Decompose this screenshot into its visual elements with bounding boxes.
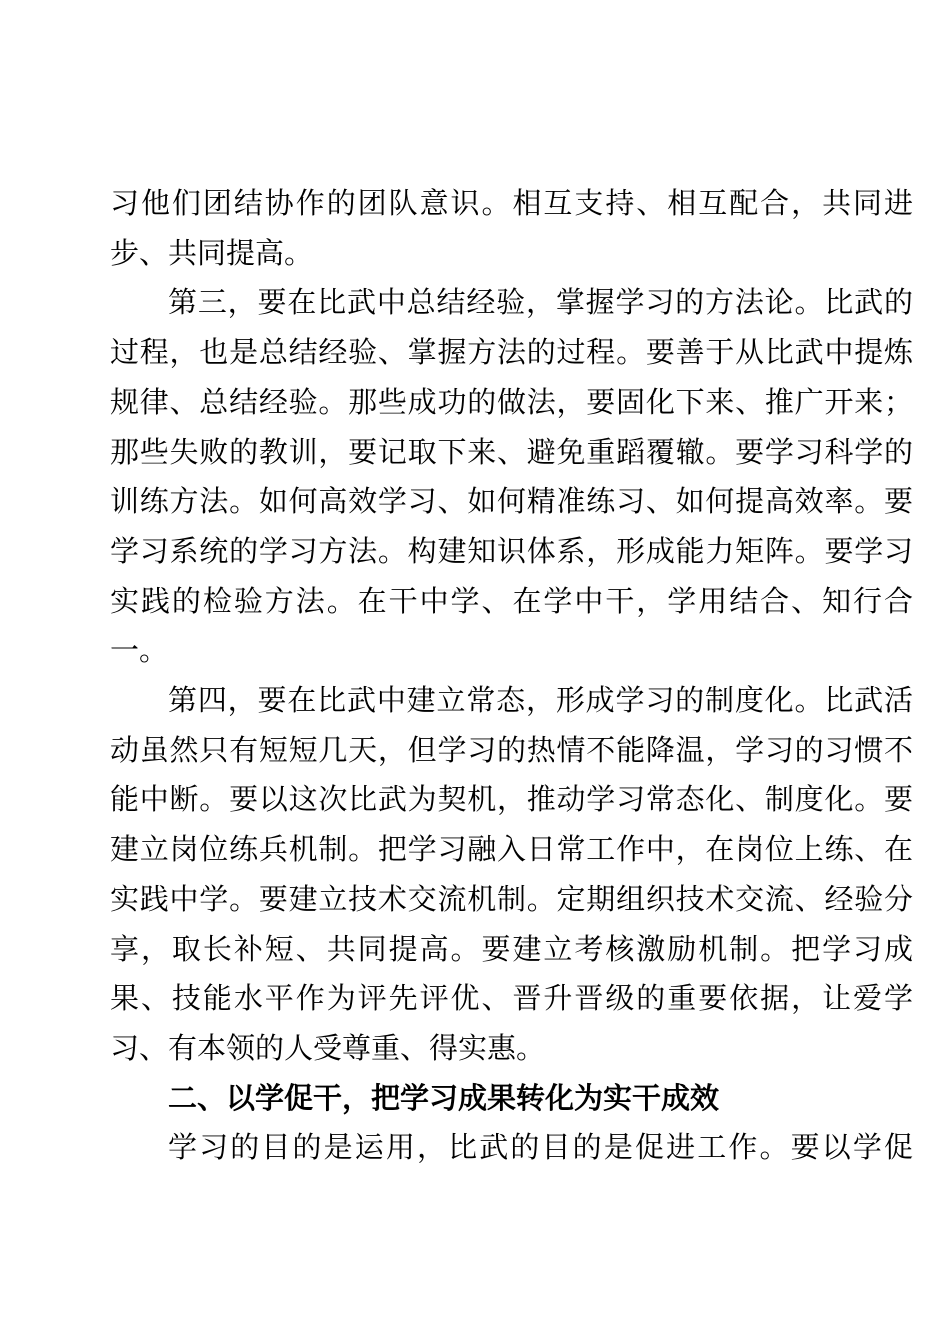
- text-line: 第三，要在比武中总结经验，掌握学习的方法论。比武的: [168, 287, 913, 320]
- document-text-block: [110, 180, 913, 1174]
- text-line: 习、有本领的人受尊重、得实惠。: [110, 1032, 546, 1065]
- text-line: 第四，要在比武中建立常态，形成学习的制度化。比武活: [168, 685, 913, 718]
- text-line: 实践中学。要建立技术交流机制。定期组织技术交流、经验分: [110, 883, 913, 916]
- text-line: 学习系统的学习方法。构建知识体系，形成能力矩阵。要学习: [110, 535, 913, 568]
- text-line: 那些失败的教训，要记取下来、避免重蹈覆辙。要学习科学的: [110, 436, 913, 469]
- text-line: 动虽然只有短短几天，但学习的热情不能降温，学习的习惯不: [110, 734, 913, 767]
- text-line: 步、共同提高。: [110, 237, 314, 270]
- text-line: 训练方法。如何高效学习、如何精准练习、如何提高效率。要: [110, 486, 913, 519]
- text-line: 实践的检验方法。在干中学、在学中干，学用结合、知行合: [110, 585, 913, 618]
- text-line: 习他们团结协作的团队意识。相互支持、相互配合，共同进: [110, 188, 913, 220]
- text-line: 规律、总结经验。那些成功的做法，要固化下来、推广开来；: [110, 386, 913, 419]
- text-line: 学习的目的是运用，比武的目的是促进工作。要以学促: [168, 1132, 913, 1165]
- text-line: 建立岗位练兵机制。把学习融入日常工作中，在岗位上练、在: [110, 834, 913, 867]
- section-heading: 二、以学促干，把学习成果转化为实干成效: [168, 1082, 720, 1115]
- text-line: 一。: [110, 635, 169, 668]
- text-line: 过程，也是总结经验、掌握方法的过程。要善于从比武中提炼: [110, 337, 913, 370]
- text-line: 享，取长补短、共同提高。要建立考核激励机制。把学习成: [110, 933, 913, 966]
- text-line: 能中断。要以这次比武为契机，推动学习常态化、制度化。要: [110, 784, 913, 817]
- text-line: 果、技能水平作为评先评优、晋升晋级的重要依据，让爱学: [110, 983, 913, 1016]
